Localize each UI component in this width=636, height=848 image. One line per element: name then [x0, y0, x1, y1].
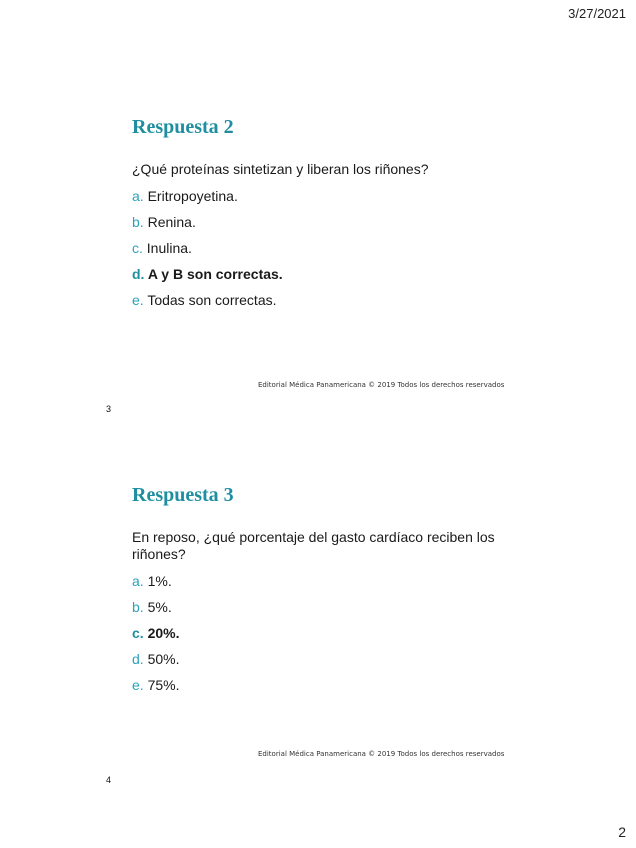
copyright-footer: Editorial Médica Panamericana © 2019 Todos los derechos reservados [258, 381, 505, 389]
option-text: 1%. [147, 573, 172, 589]
slide-title: Respuesta 3 [132, 484, 234, 506]
slide-number: 4 [106, 775, 112, 785]
answer-option-b [132, 214, 532, 240]
page-number: 2 [618, 824, 626, 840]
slide-number: 3 [106, 404, 112, 414]
answer-option-e [132, 677, 532, 703]
option-text: Inulina. [146, 240, 192, 256]
answer-option-c-correct [132, 625, 532, 651]
answer-option-d-correct [132, 266, 532, 292]
option-letter: d. [132, 266, 145, 282]
option-letter: a. [132, 573, 144, 589]
option-text: 5%. [147, 599, 172, 615]
question-text: ¿Qué proteínas sintetizan y liberan los riñones? [132, 161, 429, 177]
option-letter: e. [132, 677, 144, 693]
option-text: Eritropoyetina. [147, 188, 238, 204]
print-date: 3/27/2021 [568, 6, 626, 21]
option-letter: b. [132, 214, 144, 230]
option-text: 20%. [147, 625, 180, 641]
option-text: A y B son correctas. [147, 266, 283, 282]
answer-options [132, 573, 532, 703]
option-letter: d. [132, 651, 144, 667]
answer-option-a [132, 573, 532, 599]
answer-option-b [132, 599, 532, 625]
answer-options [132, 188, 532, 318]
slide-respuesta-3 [132, 484, 532, 703]
option-text: 50%. [147, 651, 180, 667]
slide-title: Respuesta 2 [132, 116, 234, 138]
option-text: Todas son correctas. [147, 292, 277, 308]
option-letter: a. [132, 188, 144, 204]
answer-option-d [132, 651, 532, 677]
option-letter: c. [132, 625, 144, 641]
option-letter: b. [132, 599, 144, 615]
option-text: 75%. [147, 677, 180, 693]
option-letter: c. [132, 240, 143, 256]
option-text: Renina. [147, 214, 196, 230]
option-letter: e. [132, 292, 144, 308]
answer-option-c [132, 240, 532, 266]
copyright-footer: Editorial Médica Panamericana © 2019 Todos los derechos reservados [258, 750, 505, 758]
answer-option-a [132, 188, 532, 214]
answer-option-e [132, 292, 532, 318]
question-text: En reposo, ¿qué porcentaje del gasto cardíaco reciben los riñones? [132, 529, 495, 562]
slide-respuesta-2 [132, 116, 532, 318]
